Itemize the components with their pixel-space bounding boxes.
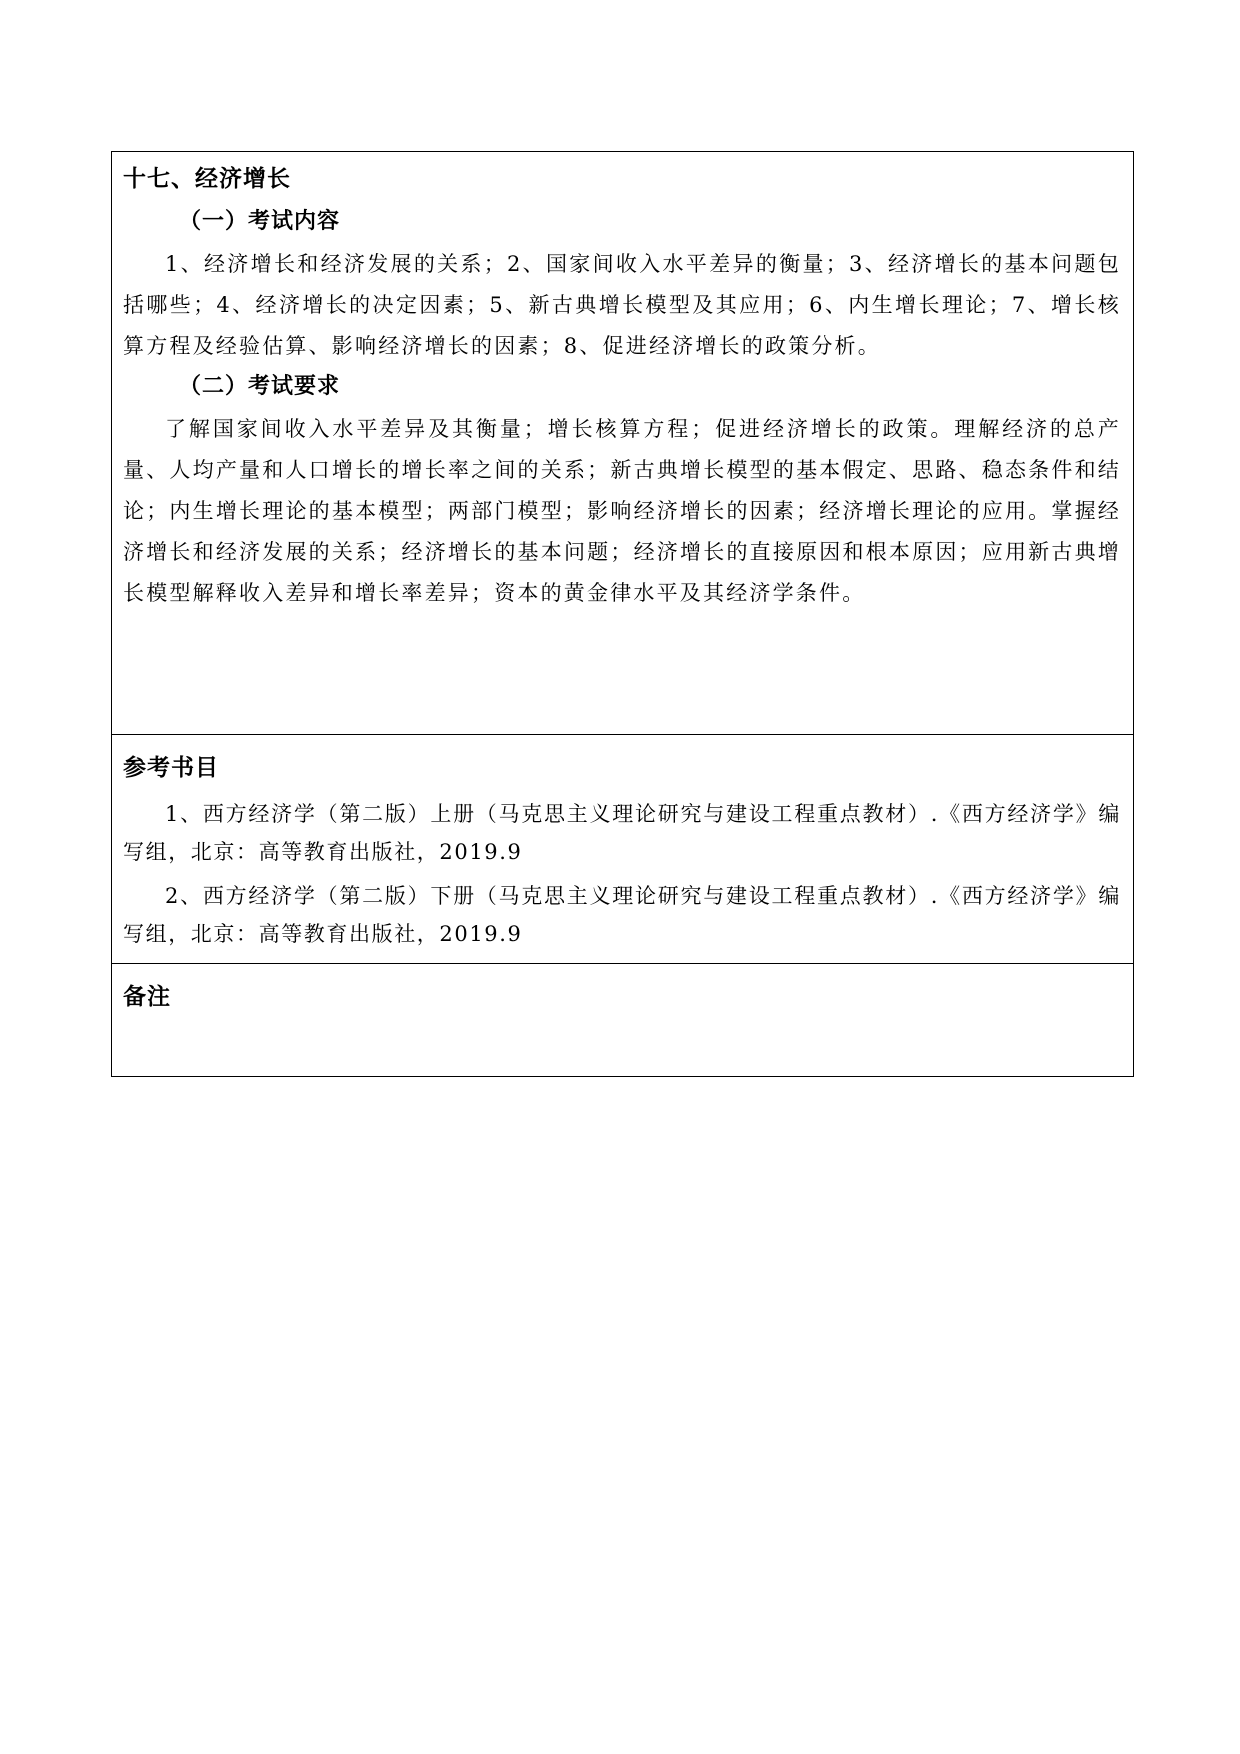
section-title: 十七、经济增长 xyxy=(123,165,291,192)
requirements-heading: （二）考试要求 xyxy=(179,373,341,399)
section-cell xyxy=(112,152,1133,735)
references-heading: 参考书目 xyxy=(123,754,219,781)
requirements-paragraph: 了解国家间收入水平差异及其衡量；增长核算方程；促进经济增长的政策。理解经济的总产量、人均产量和人口增长的增长率之间的关系；新古典增长模型的基本假定、思路、稳态条件和结论；内生增长理论的基本模型；两部门模型；影响经济增长的因素；经济增长理论的应用。掌握经济增长和经济发展的关系；经济增长的基本问题；经济增长的直接原因和根本原因；应用新古典增长模型解释收入差异和增长率差异；资本的黄金律水平及其经济学条件。 xyxy=(123,417,1121,605)
references-cell xyxy=(112,735,1133,964)
notes-heading: 备注 xyxy=(123,983,171,1010)
reference-item-2: 2、西方经济学（第二版）下册（马克思主义理论研究与建设工程重点教材）.《西方经济学》编写组，北京：高等教育出版社，2019.9 xyxy=(123,884,1121,946)
content-heading: （一）考试内容 xyxy=(179,208,341,234)
content-paragraph: 1、经济增长和经济发展的关系；2、国家间收入水平差异的衡量；3、经济增长的基本问题包括哪些；4、经济增长的决定因素；5、新古典增长模型及其应用；6、内生增长理论；7、增长核算方程及经验估算、影响经济增长的因素；8、促进经济增长的政策分析。 xyxy=(123,252,1121,358)
notes-cell xyxy=(112,964,1133,1076)
reference-item-1: 1、西方经济学（第二版）上册（马克思主义理论研究与建设工程重点教材）.《西方经济学》编写组，北京：高等教育出版社，2019.9 xyxy=(123,802,1121,864)
syllabus-table xyxy=(111,151,1134,1077)
